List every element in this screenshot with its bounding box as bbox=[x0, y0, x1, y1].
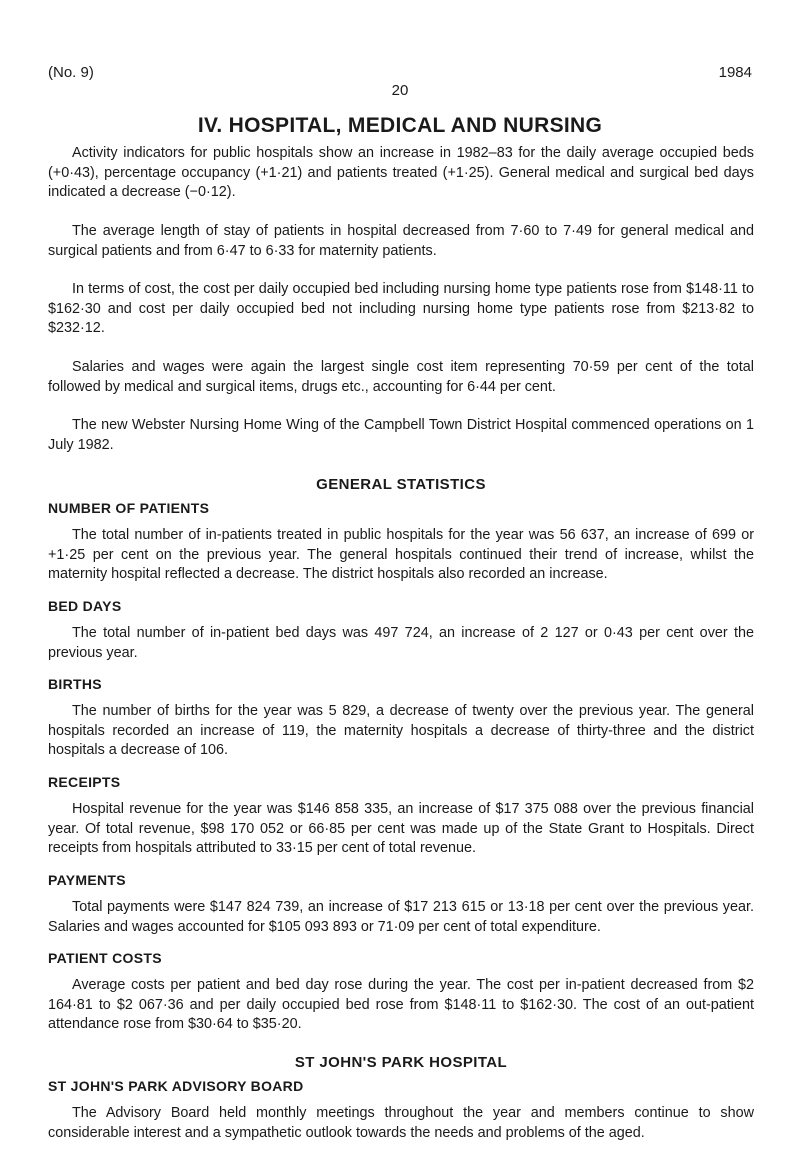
intro-paragraph-3 bbox=[48, 280, 754, 339]
intro-paragraph-2 bbox=[48, 222, 754, 261]
section-text: Total payments were $147 824 739, an increase of $17 213 615 or 13·18 per cent over the previous year. Salaries and wages accounted for $105 093 893 or 71·09 per cent of total expenditure. bbox=[48, 899, 754, 935]
section-title: ST JOHN'S PARK ADVISORY BOARD bbox=[48, 1078, 304, 1094]
section-text: Hospital revenue for the year was $146 858 335, an increase of $17 375 088 over the previous financial year. Of total revenue, $98 170 052 or 66·85 per cent was made up of the State Grant to Hospitals. Direct receipts from hospitals attributed to 33·15 per cent of total revenue. bbox=[48, 801, 754, 856]
intro-text-1: Activity indicators for public hospitals show an increase in 1982–83 for the daily average occupied beds (+0·43), percentage occupancy (+1·21) and patients treated (+1·25). General medical and surgical bed days indicated a decrease (−0·12). bbox=[48, 145, 754, 200]
section-title: BIRTHS bbox=[48, 676, 102, 692]
section-text: The Advisory Board held monthly meetings throughout the year and members continue to show considerable interest and a sympathetic outlook towards the needs and problems of the aged. bbox=[48, 1105, 754, 1141]
page-number: 20 bbox=[391, 82, 409, 99]
chapter-title: IV. HOSPITAL, MEDICAL AND NURSING bbox=[197, 114, 603, 137]
section-payments bbox=[48, 872, 754, 937]
section-title: PATIENT COSTS bbox=[48, 950, 162, 966]
intro-text-4: Salaries and wages were again the largest single cost item representing 70·59 per cent of the total followed by medical and surgical items, drugs etc., accounting for 6·44 per cent. bbox=[48, 359, 754, 395]
section-title: NUMBER OF PATIENTS bbox=[48, 500, 210, 516]
intro-text-3: In terms of cost, the cost per daily occupied bed including nursing home type patients rose from $148·11 to $162·30 and cost per daily occupied bed not including nursing home type patients rose from $213·82 to $232·12. bbox=[48, 281, 754, 336]
section-bed-days bbox=[48, 598, 754, 663]
section-title: BED DAYS bbox=[48, 598, 122, 614]
intro-text-2: The average length of stay of patients in hospital decreased from 7·60 to 7·49 for general medical and surgical patients and from 6·47 to 6·33 for maternity patients. bbox=[48, 223, 754, 259]
section-patient-costs bbox=[48, 950, 754, 1035]
header-issue-number: (No. 9) bbox=[48, 64, 94, 81]
section-text: The number of births for the year was 5 829, a decrease of twenty over the previous year. The general hospitals recorded an increase of 119, the maternity hospitals a decrease of thirty-three and the district hospitals a decrease of 106. bbox=[48, 703, 754, 758]
intro-text-5: The new Webster Nursing Home Wing of the Campbell Town District Hospital commenced operations on 1 July 1982. bbox=[48, 417, 754, 453]
intro-paragraph-1 bbox=[48, 144, 754, 203]
general-statistics-heading: GENERAL STATISTICS bbox=[316, 476, 486, 493]
section-st-johns-advisory-board bbox=[48, 1078, 754, 1143]
section-title: RECEIPTS bbox=[48, 774, 121, 790]
intro-paragraph-4 bbox=[48, 358, 754, 397]
st-johns-heading: ST JOHN'S PARK HOSPITAL bbox=[294, 1054, 508, 1071]
section-receipts bbox=[48, 774, 754, 859]
section-text: Average costs per patient and bed day rose during the year. The cost per in-patient decreased from $2 164·81 to $2 067·36 and per daily occupied bed rose from $148·11 to $162·30. The cost of an out-patient attendance rose from $30·64 to $35·20. bbox=[48, 977, 754, 1032]
section-text: The total number of in-patients treated in public hospitals for the year was 56 637, an increase of 699 or +1·25 per cent on the previous year. The general hospitals continued their trend of increase, whilst the maternity hospital reflected a decrease. The district hospitals also recorded an increase. bbox=[48, 527, 754, 582]
section-text: The total number of in-patient bed days was 497 724, an increase of 2 127 or 0·43 per cent over the previous year. bbox=[48, 625, 754, 661]
section-births bbox=[48, 676, 754, 761]
intro-paragraph-5 bbox=[48, 416, 754, 455]
section-title: PAYMENTS bbox=[48, 872, 126, 888]
header-year: 1984 bbox=[718, 64, 752, 81]
section-number-of-patients bbox=[48, 500, 754, 585]
